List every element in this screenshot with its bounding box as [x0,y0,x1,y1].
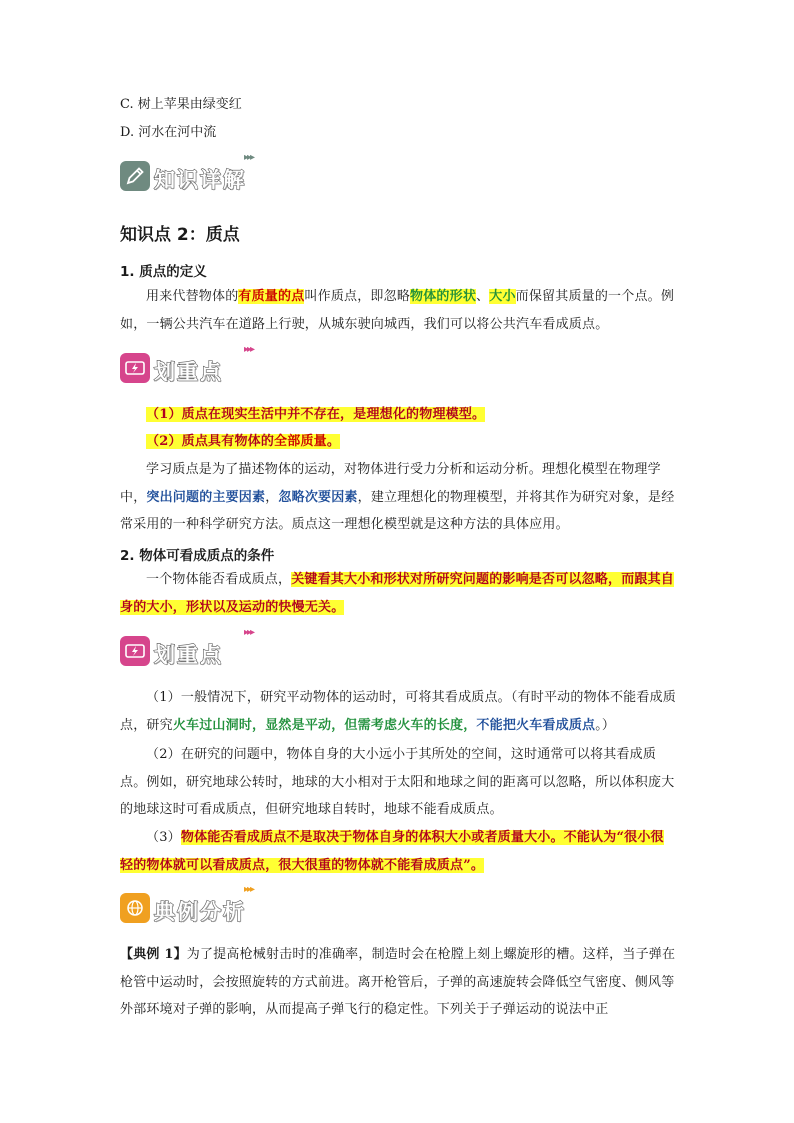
key1-explanation: 学习质点是为了描述物体的运动，对物体进行受力分析和运动分析。理想化模型在物理学中，突出问题的主要因素，忽略次要因素，建立理想化的物理模型，并将其作为研究对象，是经常采用的一种科学研究方法。质点这一理想化模型就是这种方法的具体应用。 [120,462,675,532]
key2-point-1: （1）一般情况下，研究平动物体的运动时，可将其看成质点。（有时平动的物体不能看成质点，研究火车过山洞时，显然是平动，但需考虑火车的长度，不能把火车看成质点。） [120,690,676,733]
definition-paragraph: 用来代替物体的有质量的点叫作质点，即忽略物体的形状、大小而保留其质量的一个点。例如，一辆公共汽车在道路上行驶，从城东驶向城西，我们可以将公共汽车看成质点。 [120,289,675,332]
option-d: D. 河水在河中流 [120,125,217,140]
banner-title: 知识详解 [154,168,246,192]
conditions-paragraph: 一个物体能否看成质点，关键看其大小和形状对所研究问题的影响是否可以忽略，而跟其自身的大小，形状以及运动的快慢无关。 [120,572,675,615]
arrows-icon: ▸▸▸ [244,627,254,638]
highlight-shape: 物体的形状 [410,289,477,304]
highlight-condition: 关键看其大小和形状对所研究问题的影响是否可以忽略，而跟其自身的大小，形状以及运动的快慢无关。 [120,572,675,615]
arrows-icon: ▸▸▸ [244,344,254,355]
pencil-icon [120,161,150,191]
lightning-icon [120,353,150,383]
lightning-icon [120,636,150,666]
banner-title: 典例分析 [154,900,246,924]
arrows-icon: ▸▸▸ [244,152,254,163]
highlight-mass-point: 有质量的点 [238,289,305,304]
banner-knowledge-detail [120,152,270,194]
key1-point-1: （1）质点在现实生活中并不存在，是理想化的物理模型。 [146,407,486,422]
banner-key-point-2 [120,627,270,669]
banner-title: 划重点 [154,643,223,667]
banner-title: 划重点 [154,360,223,384]
example-1: 【典例 1】为了提高枪械射击时的准确率，制造时会在枪膛上刻上螺旋形的槽。这样，当子弹在枪管中运动时，会按照旋转的方式前进。离开枪管后，子弹的高速旋转会降低空气密度、侧风等外部环境对子弹的影响，从而提高子弹飞行的稳定性。下列关于子弹运动的说法中正 [120,947,676,1017]
banner-example-analysis [120,884,270,926]
globe-icon [120,893,150,923]
subsection-definition: 1. 质点的定义 [120,264,207,280]
section-title: 知识点 2：质点 [120,225,240,245]
subsection-conditions: 2. 物体可看成质点的条件 [120,548,275,564]
highlight-size: 大小 [489,289,516,304]
key2-point-2: （2）在研究的问题中，物体自身的大小远小于其所处的空间，这时通常可以将其看成质点。例如，研究地球公转时，地球的大小相对于太阳和地球之间的距离可以忽略，所以体积庞大的地球这时可看成质点，但研究地球自转时，地球不能看成质点。 [120,747,675,817]
option-c: C. 树上苹果由绿变红 [120,97,242,112]
key1-point-2: （2）质点具有物体的全部质量。 [146,434,341,449]
banner-key-point-1 [120,344,270,386]
arrows-icon: ▸▸▸ [244,884,254,895]
key2-point-3: （3）物体能否看成质点不是取决于物体自身的体积大小或者质量大小。不能认为“很小很轻的物体就可以看成质点，很大很重的物体就不能看成质点”。 [120,830,664,873]
